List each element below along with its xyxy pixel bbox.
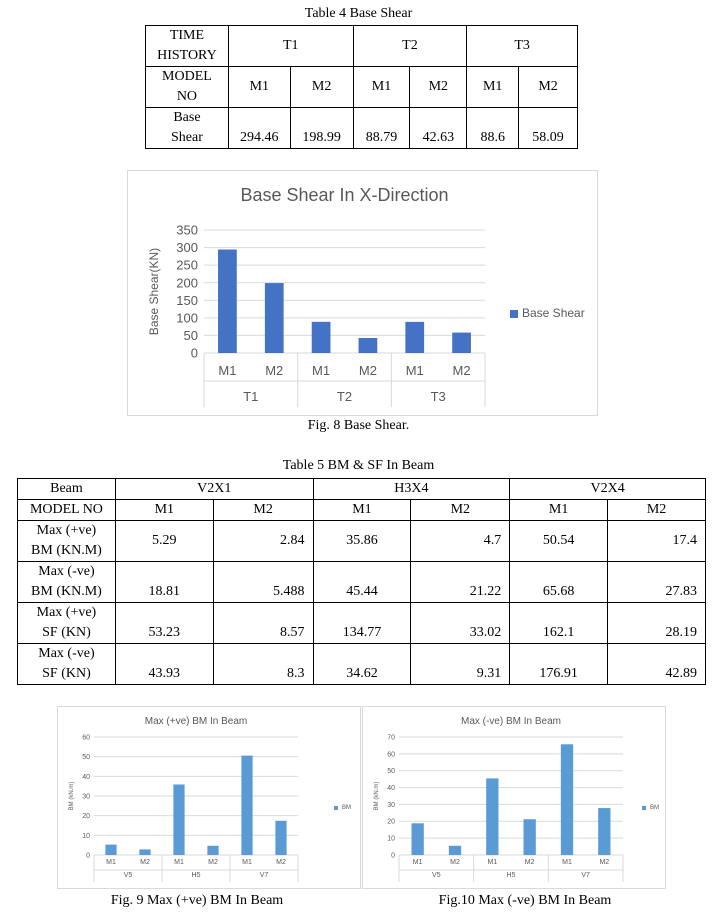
positive-bm-chart — [58, 707, 360, 888]
bar — [412, 823, 424, 855]
value-cell: 42.89 — [608, 644, 706, 685]
negative-bm-chart — [363, 707, 665, 888]
group-label: V5 — [123, 872, 133, 879]
value-cell: 58.09 — [519, 108, 578, 149]
x-tick-label: M1 — [412, 859, 423, 866]
y-tick-label: 150 — [176, 292, 198, 308]
value-cell: 88.79 — [353, 108, 410, 149]
value-cell: 35.86 — [313, 521, 411, 562]
value-cell: 65.68 — [510, 562, 608, 603]
fig9-chart-frame — [57, 706, 361, 889]
bar — [265, 283, 284, 353]
group-header-t1: T1 — [228, 26, 353, 67]
x-tick-label: M2 — [276, 859, 286, 866]
table-row — [18, 521, 706, 562]
y-axis-label: Base Shear(KN) — [147, 247, 161, 336]
model-cell: M2 — [411, 500, 510, 521]
x-tick-label: M1 — [405, 363, 424, 378]
value-cell: 18.81 — [115, 562, 213, 603]
value-cell: 162.1 — [510, 603, 608, 644]
bar — [173, 784, 184, 855]
group-label: T2 — [336, 389, 353, 404]
x-tick-label: M2 — [208, 859, 218, 866]
group-label: V7 — [259, 872, 269, 879]
y-tick-label: 10 — [82, 832, 90, 840]
bar — [312, 322, 331, 353]
x-tick-label: M2 — [599, 859, 610, 866]
value-cell: 9.31 — [411, 644, 510, 685]
legend-swatch — [510, 310, 518, 318]
group-label: T1 — [243, 389, 259, 404]
y-axis-label: BM (kN.m) — [69, 781, 75, 811]
y-tick-label: 40 — [82, 773, 90, 781]
row-header: Max (+ve) SF (KN) — [18, 603, 116, 644]
x-tick-label: M1 — [106, 859, 116, 866]
table4-caption: Table 4 Base Shear — [304, 6, 413, 21]
y-tick-label: 60 — [82, 734, 90, 742]
model-cell: M1 — [510, 500, 608, 521]
legend-label: Base Shear — [522, 306, 585, 320]
model-cell: M2 — [608, 500, 706, 521]
bar — [275, 821, 286, 855]
value-cell: 8.3 — [213, 644, 313, 685]
bar — [207, 846, 218, 855]
y-tick-label: 10 — [387, 835, 395, 843]
value-cell: 198.99 — [290, 108, 353, 149]
group-label: V5 — [432, 872, 441, 879]
table-row — [18, 603, 706, 644]
y-tick-label: 300 — [176, 240, 198, 256]
y-tick-label: 350 — [176, 222, 198, 238]
legend-label: BM — [342, 805, 351, 811]
x-tick-label: M1 — [218, 363, 237, 378]
value-cell: 45.44 — [313, 562, 411, 603]
bar — [241, 756, 252, 855]
model-cell: M1 — [115, 500, 213, 521]
y-tick-label: 30 — [387, 801, 395, 809]
value-cell: 17.4 — [608, 521, 706, 562]
legend-swatch — [642, 806, 646, 810]
group-header-v2x1: V2X1 — [115, 479, 313, 500]
value-cell: 27.83 — [608, 562, 706, 603]
bar — [452, 333, 471, 353]
y-tick-label: 250 — [176, 257, 198, 273]
row-header: Max (-ve) SF (KN) — [18, 644, 116, 685]
value-cell: 88.6 — [467, 108, 519, 149]
row-header: Max (+ve) BM (KN.M) — [18, 521, 116, 562]
beam-header: Beam — [18, 479, 116, 500]
group-label: H5 — [506, 872, 516, 879]
value-cell: 8.57 — [213, 603, 313, 644]
value-cell: 4.7 — [411, 521, 510, 562]
model-cell: M2 — [519, 67, 578, 108]
y-tick-label: 40 — [387, 785, 395, 793]
value-cell: 34.62 — [313, 644, 411, 685]
x-tick-label: M2 — [450, 859, 460, 866]
y-axis-label: BM (kN.m) — [374, 781, 380, 811]
group-header-t2: T2 — [353, 26, 467, 67]
y-tick-label: 20 — [387, 818, 395, 826]
x-tick-label: M2 — [524, 859, 535, 866]
x-tick-label: M1 — [562, 859, 572, 866]
legend-swatch — [334, 806, 338, 810]
value-cell: 21.22 — [411, 562, 510, 603]
x-tick-label: M2 — [265, 363, 284, 378]
value-cell: 50.54 — [510, 521, 608, 562]
x-tick-label: M1 — [174, 859, 184, 866]
model-no-header: MODEL NO — [146, 67, 229, 108]
fig10-caption: Fig.10 Max (-ve) BM In Beam — [438, 893, 612, 908]
value-cell: 33.02 — [411, 603, 510, 644]
y-tick-label: 0 — [86, 852, 90, 860]
value-cell: 134.77 — [313, 603, 411, 644]
bm-sf-table — [17, 478, 706, 685]
y-tick-label: 0 — [190, 345, 198, 361]
value-cell: 28.19 — [608, 603, 706, 644]
base-shear-chart — [128, 171, 597, 415]
model-cell: M1 — [313, 500, 411, 521]
row-header: Max (-ve) BM (KN.M) — [18, 562, 116, 603]
bar — [105, 845, 116, 855]
group-label: H5 — [191, 872, 201, 879]
base-shear-row-header: Base Shear — [146, 108, 229, 149]
chart-title: Base Shear In X-Direction — [240, 185, 449, 205]
group-header-h3x4: H3X4 — [313, 479, 510, 500]
fig10-chart-frame — [362, 706, 666, 889]
bar — [561, 744, 573, 855]
value-cell: 42.63 — [410, 108, 467, 149]
group-label: V7 — [581, 872, 590, 879]
y-tick-label: 0 — [391, 852, 395, 860]
bar — [486, 778, 498, 855]
bar — [218, 250, 237, 353]
y-tick-label: 200 — [176, 275, 198, 291]
value-cell: 43.93 — [115, 644, 213, 685]
y-tick-label: 50 — [82, 754, 90, 762]
value-cell: 2.84 — [213, 521, 313, 562]
x-tick-label: M1 — [312, 363, 331, 378]
fig8-caption: Fig. 8 Base Shear. — [307, 418, 410, 433]
bar — [139, 849, 150, 855]
fig9-caption: Fig. 9 Max (+ve) BM In Beam — [110, 893, 284, 908]
value-cell: 53.23 — [115, 603, 213, 644]
model-cell: M2 — [290, 67, 353, 108]
group-header-v2x4: V2X4 — [510, 479, 706, 500]
model-cell: M1 — [353, 67, 410, 108]
group-label: T3 — [430, 389, 446, 404]
model-cell: M2 — [213, 500, 313, 521]
bar — [598, 808, 610, 855]
y-tick-label: 100 — [176, 310, 198, 326]
table5-caption: Table 5 BM & SF In Beam — [282, 458, 435, 473]
y-tick-label: 30 — [82, 793, 90, 801]
y-tick-label: 50 — [387, 768, 395, 776]
chart-title: Max (-ve) BM In Beam — [460, 716, 562, 727]
x-tick-label: M2 — [358, 363, 377, 378]
x-tick-label: M2 — [452, 363, 471, 378]
model-cell: M1 — [467, 67, 519, 108]
fig8-chart-frame — [127, 170, 598, 416]
x-tick-label: M1 — [487, 859, 498, 866]
group-header-t3: T3 — [467, 26, 578, 67]
table-row — [18, 644, 706, 685]
bar — [359, 338, 378, 353]
bar — [449, 846, 461, 855]
legend-label: BM — [650, 805, 659, 811]
chart-title: Max (+ve) BM In Beam — [144, 716, 248, 727]
y-tick-label: 70 — [387, 734, 395, 742]
value-cell: 5.488 — [213, 562, 313, 603]
y-tick-label: 50 — [183, 327, 198, 343]
bar — [405, 322, 424, 353]
x-tick-label: M2 — [140, 859, 150, 866]
model-cell: M1 — [228, 67, 290, 108]
y-tick-label: 20 — [82, 813, 90, 821]
base-shear-table — [145, 25, 578, 149]
value-cell: 176.91 — [510, 644, 608, 685]
time-history-header: TIME HISTORY — [146, 26, 229, 67]
value-cell: 294.46 — [228, 108, 290, 149]
table-row — [18, 562, 706, 603]
bar — [524, 819, 536, 855]
y-tick-label: 60 — [387, 751, 395, 759]
x-tick-label: M1 — [242, 859, 252, 866]
model-no-header: MODEL NO — [18, 500, 116, 521]
model-cell: M2 — [410, 67, 467, 108]
value-cell: 5.29 — [115, 521, 213, 562]
